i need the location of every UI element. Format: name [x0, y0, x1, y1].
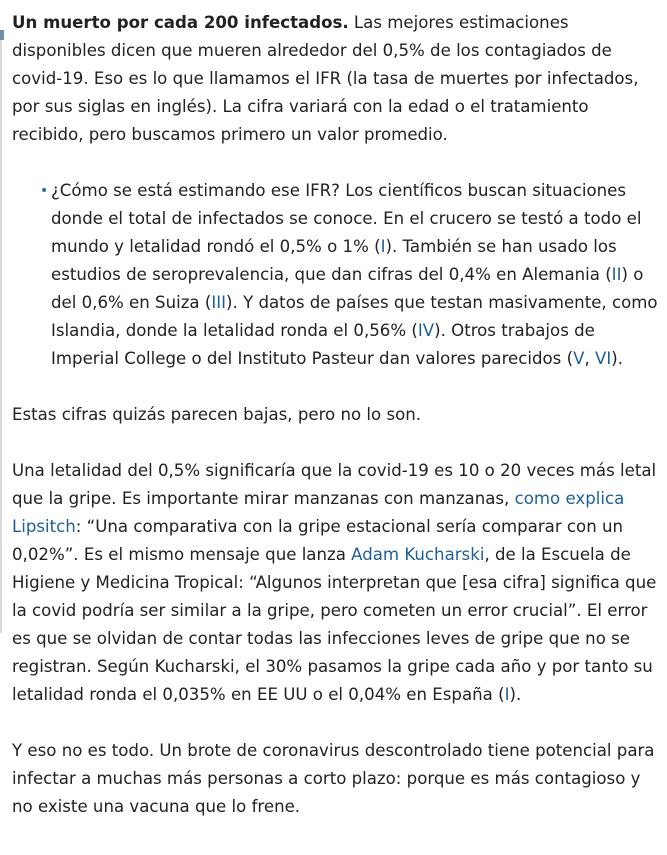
paragraph-text-part: : “Una comparativa con la gripe estacional sería comparar con un 0,02%”. Es el mismo mensaje que lanza: [12, 517, 624, 564]
bullet-text-part: ¿Cómo se está estimando ese IFR? Los científicos buscan situaciones donde el total de infectados se conoce. En el crucero se testó a todo el mundo y letalidad rondó el 0,5% o 1% (: [51, 181, 642, 256]
bullet-text-part: ).: [611, 349, 623, 368]
bullet-text-part: ). Otros trabajos de Imperial College o del Instituto Pasteur dan valores parecidos (: [51, 321, 595, 368]
flu-comparison-paragraph: [12, 457, 658, 709]
intro-text: Las mejores estimaciones disponibles dicen que mueren alrededor del 0,5% de los contagiados de covid-19. Eso es lo que llamamos el IFR (la tasa de muertes por infectados, por sus siglas en inglés). La cifra variará con la edad o el tratamiento recibido, pero buscamos primero un valor promedio.: [12, 13, 639, 144]
paragraph-text-part: , de la Escuela de Higiene y Medicina Tropical: “Algunos interpretan que [esa cifra] significa que la covid podría ser similar a la gripe, pero cometen un error crucial”. El error es que se olvidan de contar todas las infecciones leves de gripe que no se registran. Según Kucharski, el 30% pasamos la gripe cada año y por tanto su letalidad ronda el 0,035% en EE UU o el 0,04% en España (: [12, 545, 657, 704]
bullet-text-part: ) o del 0,6% en Suiza (: [51, 265, 644, 312]
bullet-text: [51, 177, 658, 373]
article-body: [12, 9, 658, 821]
ifr-bullet-item: [12, 177, 658, 373]
left-edge-marker: [0, 30, 4, 40]
intro-paragraph: [12, 9, 658, 149]
link-ref-iv[interactable]: IV: [417, 321, 435, 340]
paragraph-text-part: Una letalidad del 0,5% significaría que la covid-19 es 10 o 20 veces más letal que la gripe. Es importante mirar manzanas con manzanas,: [12, 461, 657, 508]
link-ref-i-spain[interactable]: I: [504, 685, 510, 704]
link-ref-iii[interactable]: III: [211, 293, 227, 312]
link-ref-v[interactable]: V: [573, 349, 585, 368]
link-lipsitch[interactable]: como explica Lipsitch: [12, 489, 625, 536]
link-ref-ii[interactable]: II: [611, 265, 622, 284]
paragraph-text-part: ).: [509, 685, 522, 704]
bullet-marker: •: [40, 183, 49, 199]
low-figures-paragraph: Estas cifras quizás parecen bajas, pero no lo son.: [12, 405, 422, 424]
outbreak-paragraph: Y eso no es todo. Un brote de coronavirus descontrolado tiene potencial para infectar a muchas más personas a corto plazo: porque es más contagioso y no existe una vacuna que lo frene.: [12, 741, 655, 816]
bullet-separator: ,: [584, 349, 595, 368]
link-ref-i[interactable]: I: [380, 237, 386, 256]
link-adam-kucharski[interactable]: Adam Kucharski: [351, 545, 485, 564]
left-edge-rule: [0, 30, 2, 633]
link-ref-vi[interactable]: VI: [595, 349, 612, 368]
bullet-text-part: ). También se han usado los estudios de seroprevalencia, que dan cifras del 0,4% en Alemania (: [51, 237, 617, 284]
bullet-text-part: ). Y datos de países que testan masivamente, como Islandia, donde la letalidad ronda el 0,56% (: [51, 293, 658, 340]
intro-bold-lead: Un muerto por cada 200 infectados.: [12, 13, 349, 32]
